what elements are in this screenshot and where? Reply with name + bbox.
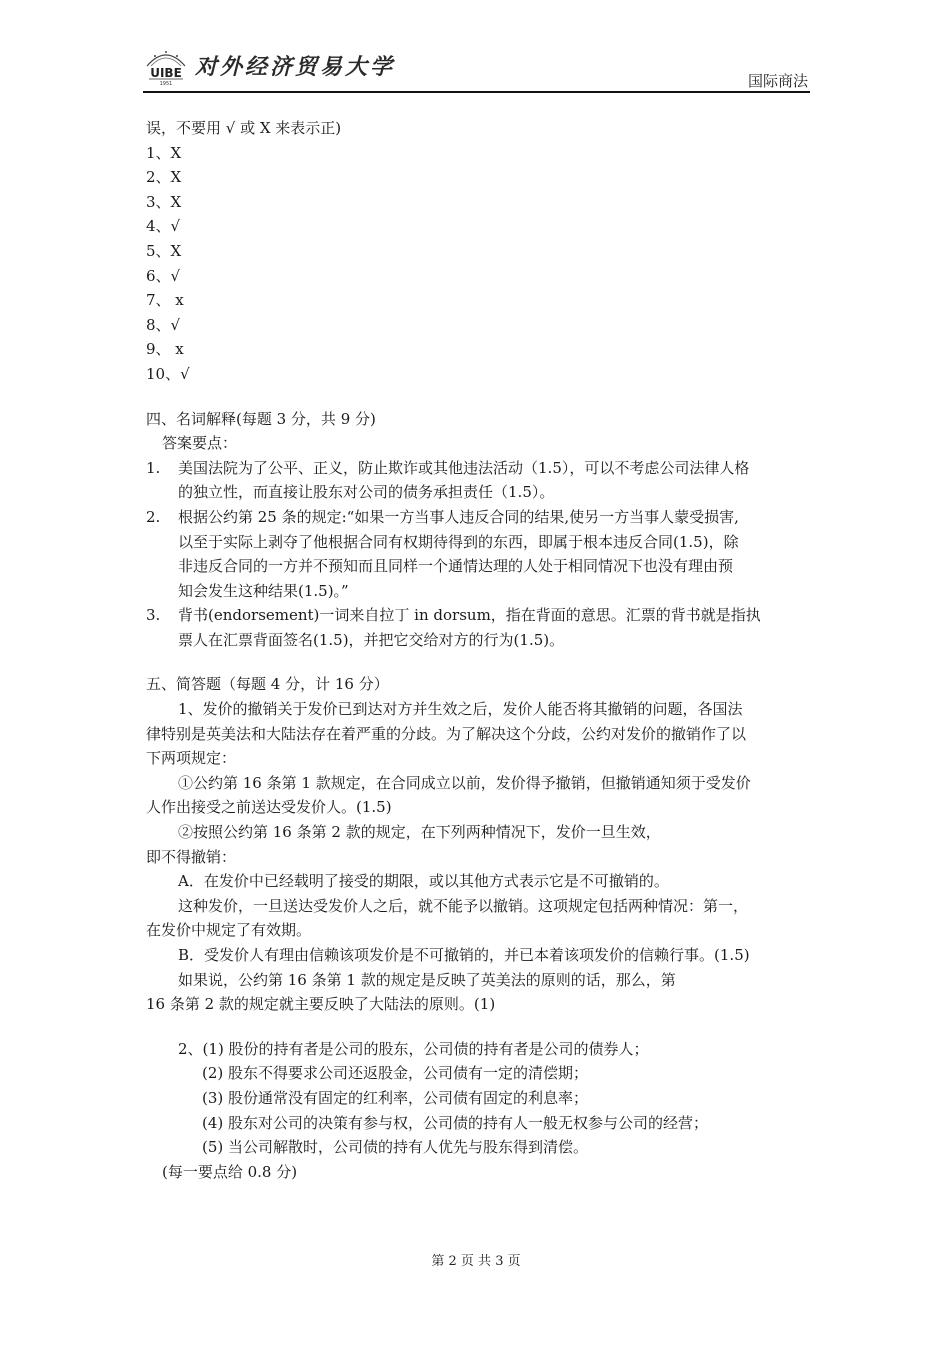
item-line: 以至于实际上剥夺了他根据合同有权期待得到的东西，即属于根本违反合同(1.5)，除 (178, 532, 739, 551)
answer-item: 7、 x (146, 291, 184, 310)
answer-item: 2、X (146, 168, 182, 187)
term-item (146, 456, 810, 505)
q1-line: 如果说，公约第 16 条第 1 款的规定是反映了英美法的原则的话，那么，第 (178, 970, 676, 989)
q2-line: (每一要点给 0.8 分) (162, 1162, 298, 1181)
q2-line: (3) 股份通常没有固定的红利率，公司债有固定的利息率； (202, 1088, 589, 1107)
header-divider (143, 91, 810, 93)
q1-line: 1、发价的撤销关于发价已到达对方并生效之后，发价人能否将其撤销的问题，各国法 (178, 700, 743, 719)
page-footer: 第 2 页 共 3 页 (431, 1254, 521, 1269)
q1-line: 律特别是英美法和大陆法存在着严重的分歧。为了解决这个分歧，公约对发价的撤销作了以 (146, 724, 747, 743)
answer-item: 4、√ (146, 217, 181, 236)
q2-line: (2) 股东不得要求公司还返股金，公司债有一定的清偿期； (202, 1064, 589, 1083)
answer-item: 5、X (146, 241, 182, 260)
term-item (146, 603, 810, 652)
term-item (146, 505, 810, 603)
q1-line: A．在发价中已经载明了接受的期限，或以其他方式表示它是不可撤销的。 (178, 872, 669, 891)
section5-title: 五、简答题（每题 4 分，计 16 分） (146, 675, 389, 694)
item-line: 知会发生这种结果(1.5)。” (178, 581, 349, 600)
university-name: 对外经济贸易大学 (195, 54, 396, 80)
q1-line: 在发价中规定了有效期。 (146, 921, 312, 940)
answer-item: 9、 x (146, 340, 184, 359)
item-number: 2. (146, 507, 161, 526)
q1-line: 即不得撤销： (146, 847, 237, 866)
q1-line: ②按照公约第 16 条第 2 款的规定，在下列两种情况下，发价一旦生效， (178, 823, 661, 842)
item-line: 非违反合同的一方并不预知而且同样一个通情达理的人处于相同情况下也没有理由预 (178, 557, 734, 576)
answer-item: 10、√ (146, 364, 190, 383)
section3-tail: 误，不要用 √ 或 X 来表示正) (146, 119, 342, 137)
university-logo (143, 48, 189, 86)
item-number: 3. (146, 606, 161, 625)
q1-line: 下两项规定： (146, 749, 237, 768)
answer-item: 8、√ (146, 315, 181, 334)
section4-title: 四、名词解释(每题 3 分，共 9 分) (146, 409, 376, 428)
item-line: 票人在汇票背面签名(1.5)，并把它交给对方的行为(1.5)。 (178, 630, 565, 649)
page-header (143, 42, 810, 92)
q1-line: 这种发价，一旦送达受发价人之后，就不能予以撤销。这项规定包括两种情况：第一， (178, 896, 749, 915)
item-line: 的独立性，而直接让股东对公司的债务承担责任（1.5）。 (178, 483, 555, 502)
item-number: 1. (146, 458, 161, 477)
q2-line: (5) 当公司解散时，公司债的持有人优先与股东得到清偿。 (202, 1138, 589, 1157)
item-line: 根据公约第 25 条的规定:“如果一方当事人违反合同的结果,使另一方当事人蒙受损害, (178, 507, 739, 526)
course-title: 国际商法 (747, 72, 808, 90)
page-content (146, 116, 810, 1184)
q1-line: B．受发价人有理由信赖该项发价是不可撤销的，并已本着该项发价的信赖行事。(1.5) (178, 946, 750, 964)
q1-line: 人作出接受之前送达受发价人。(1.5) (146, 798, 392, 817)
svg-text:1951: 1951 (159, 81, 173, 86)
item-line: 背书(endorsement)一词来自拉丁 in dorsum，指在背面的意思。汇票的背书就是指执 (178, 606, 761, 625)
answer-list (146, 141, 810, 387)
q1-line: ①公约第 16 条第 1 款规定，在合同成立以前，发价得予撤销，但撤销通知须于受发价 (178, 773, 751, 792)
answer-item: 3、X (146, 192, 182, 211)
q2-line: 2、(1) 股份的持有者是公司的股东，公司债的持有者是公司的债券人； (178, 1039, 649, 1058)
section4-subtitle: 答案要点： (162, 434, 238, 453)
answer-item: 1、X (146, 143, 182, 162)
q2-line: (4) 股东对公司的决策有参与权，公司债的持有人一般无权参与公司的经营； (202, 1113, 709, 1132)
svg-text:UIBE: UIBE (150, 66, 182, 80)
answer-item: 6、√ (146, 266, 181, 285)
item-line: 美国法院为了公平、正义，防止欺诈或其他违法活动（1.5），可以不考虑公司法律人格 (178, 458, 750, 477)
q1-line: 16 条第 2 款的规定就主要反映了大陆法的原则。(1) (146, 995, 496, 1014)
